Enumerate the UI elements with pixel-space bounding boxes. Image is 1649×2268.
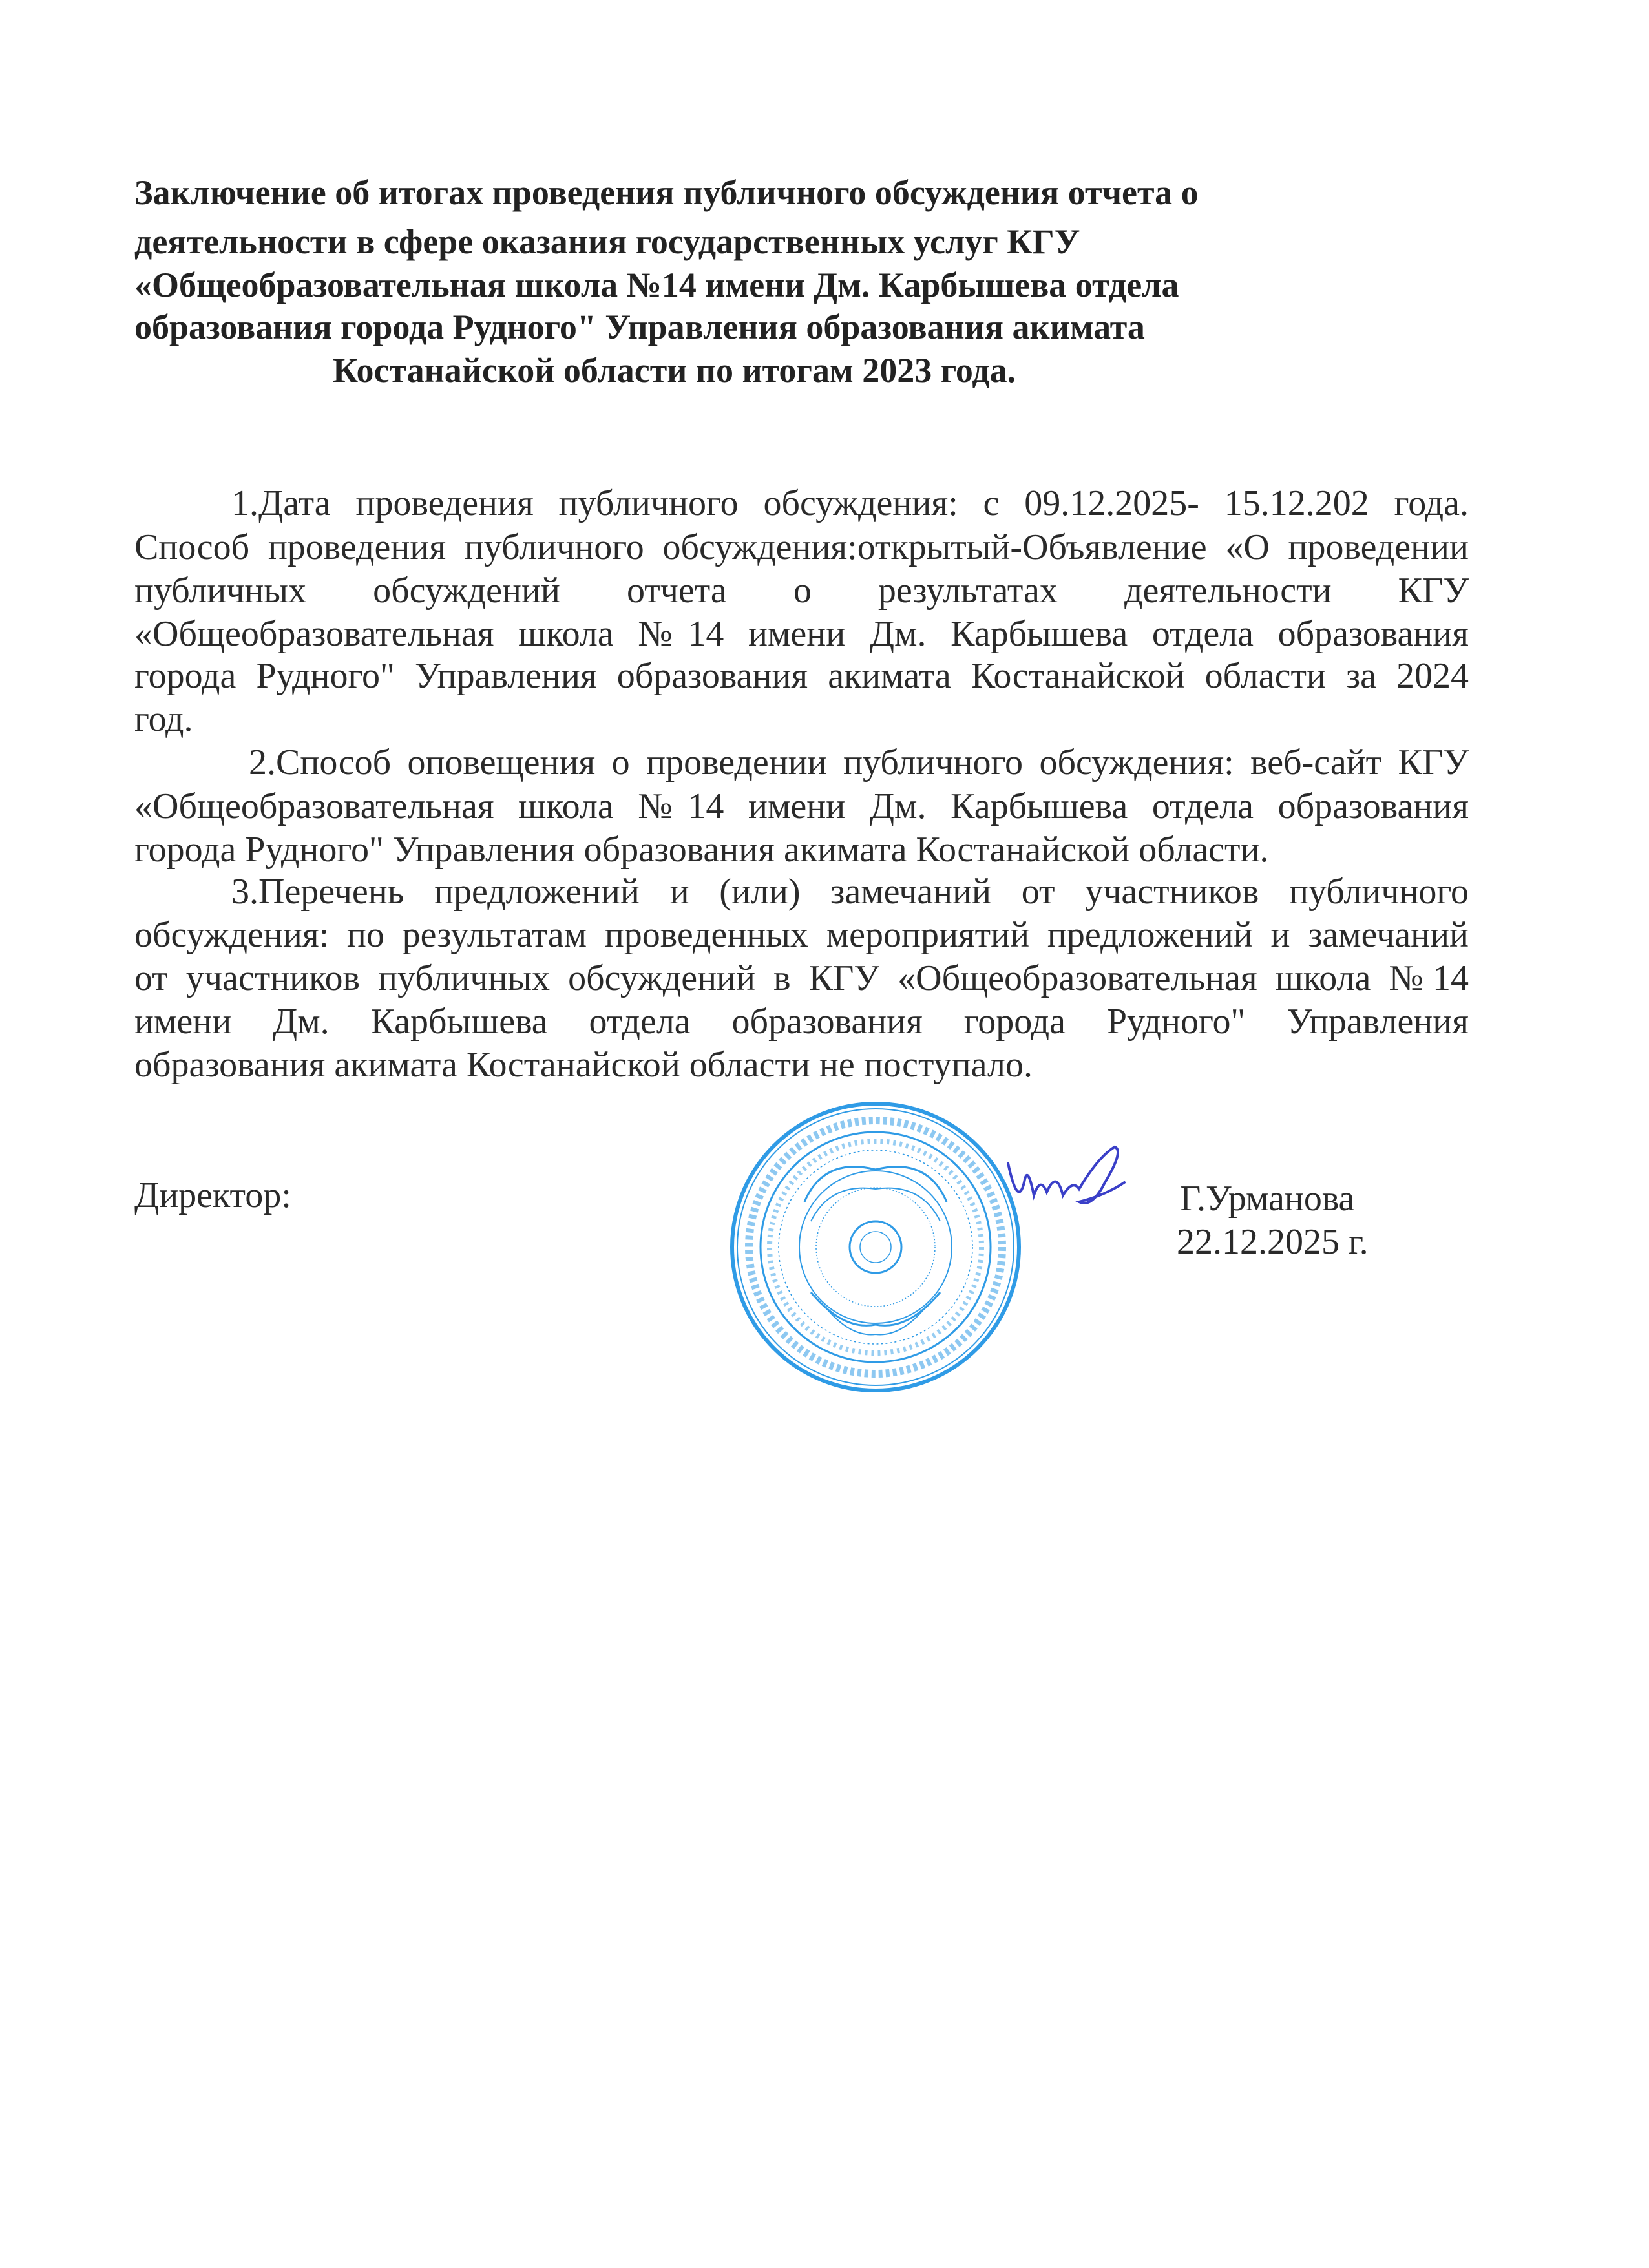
paragraph-1-line: города Рудного" Управления образования акимата Костанайской области за 2024 (134, 656, 1469, 696)
paragraph-2-line: «Общеобразовательная школа №14 имени Дм. Карбышева отдела образования (134, 786, 1469, 826)
document-title-line-1: Заключение об итогах проведения публичного обсуждения отчета о (134, 173, 1199, 212)
document-title-line-3: «Общеобразовательная школа №14 имени Дм. Карбышева отдела (134, 266, 1179, 304)
document-title-line-4: образования города Рудного" Управления образования акимата (134, 308, 1145, 346)
paragraph-1-line: Способ проведения публичного обсуждения:открытый-Объявление «О проведении (134, 527, 1469, 567)
document-title-line-5: Костанайской области по итогам 2023 года. (333, 351, 1016, 390)
paragraph-2-line: 2.Способ оповещения о проведении публичного обсуждения: веб-сайт КГУ (249, 742, 1469, 782)
paragraph-2-line: города Рудного" Управления образования акимата Костанайской области. (134, 830, 1269, 870)
paragraph-1-line: 1.Дата проведения публичного обсуждения: с 09.12.2025- 15.12.202 года. (231, 483, 1469, 523)
signatory-position: Директор: (134, 1175, 291, 1215)
signatory-name: Г.Урманова (1180, 1179, 1355, 1219)
paragraph-3-line: от участников публичных обсуждений в КГУ «Общеобразовательная школа №14 (134, 958, 1469, 998)
paragraph-3-line: 3.Перечень предложений и (или) замечаний от участников публичного (231, 872, 1469, 912)
paragraph-1-line: год. (134, 699, 193, 739)
official-stamp-seal-icon (727, 1098, 1024, 1396)
paragraph-3-line: образования акимата Костанайской области не поступало. (134, 1045, 1033, 1085)
handwritten-signature (1002, 1144, 1131, 1215)
paragraph-3-line: имени Дм. Карбышева отдела образования города Рудного" Управления (134, 1002, 1469, 1042)
paragraph-1-line: «Общеобразовательная школа №14 имени Дм. Карбышева отдела образования (134, 614, 1469, 654)
document-title-line-2: деятельности в сфере оказания государственных услуг КГУ (134, 222, 1080, 261)
signature-date: 22.12.2025 г. (1177, 1222, 1369, 1262)
paragraph-3-line: обсуждения: по результатам проведенных мероприятий предложений и замечаний (134, 915, 1469, 955)
paragraph-1-line: публичных обсуждений отчета о результатах деятельности КГУ (134, 571, 1469, 611)
